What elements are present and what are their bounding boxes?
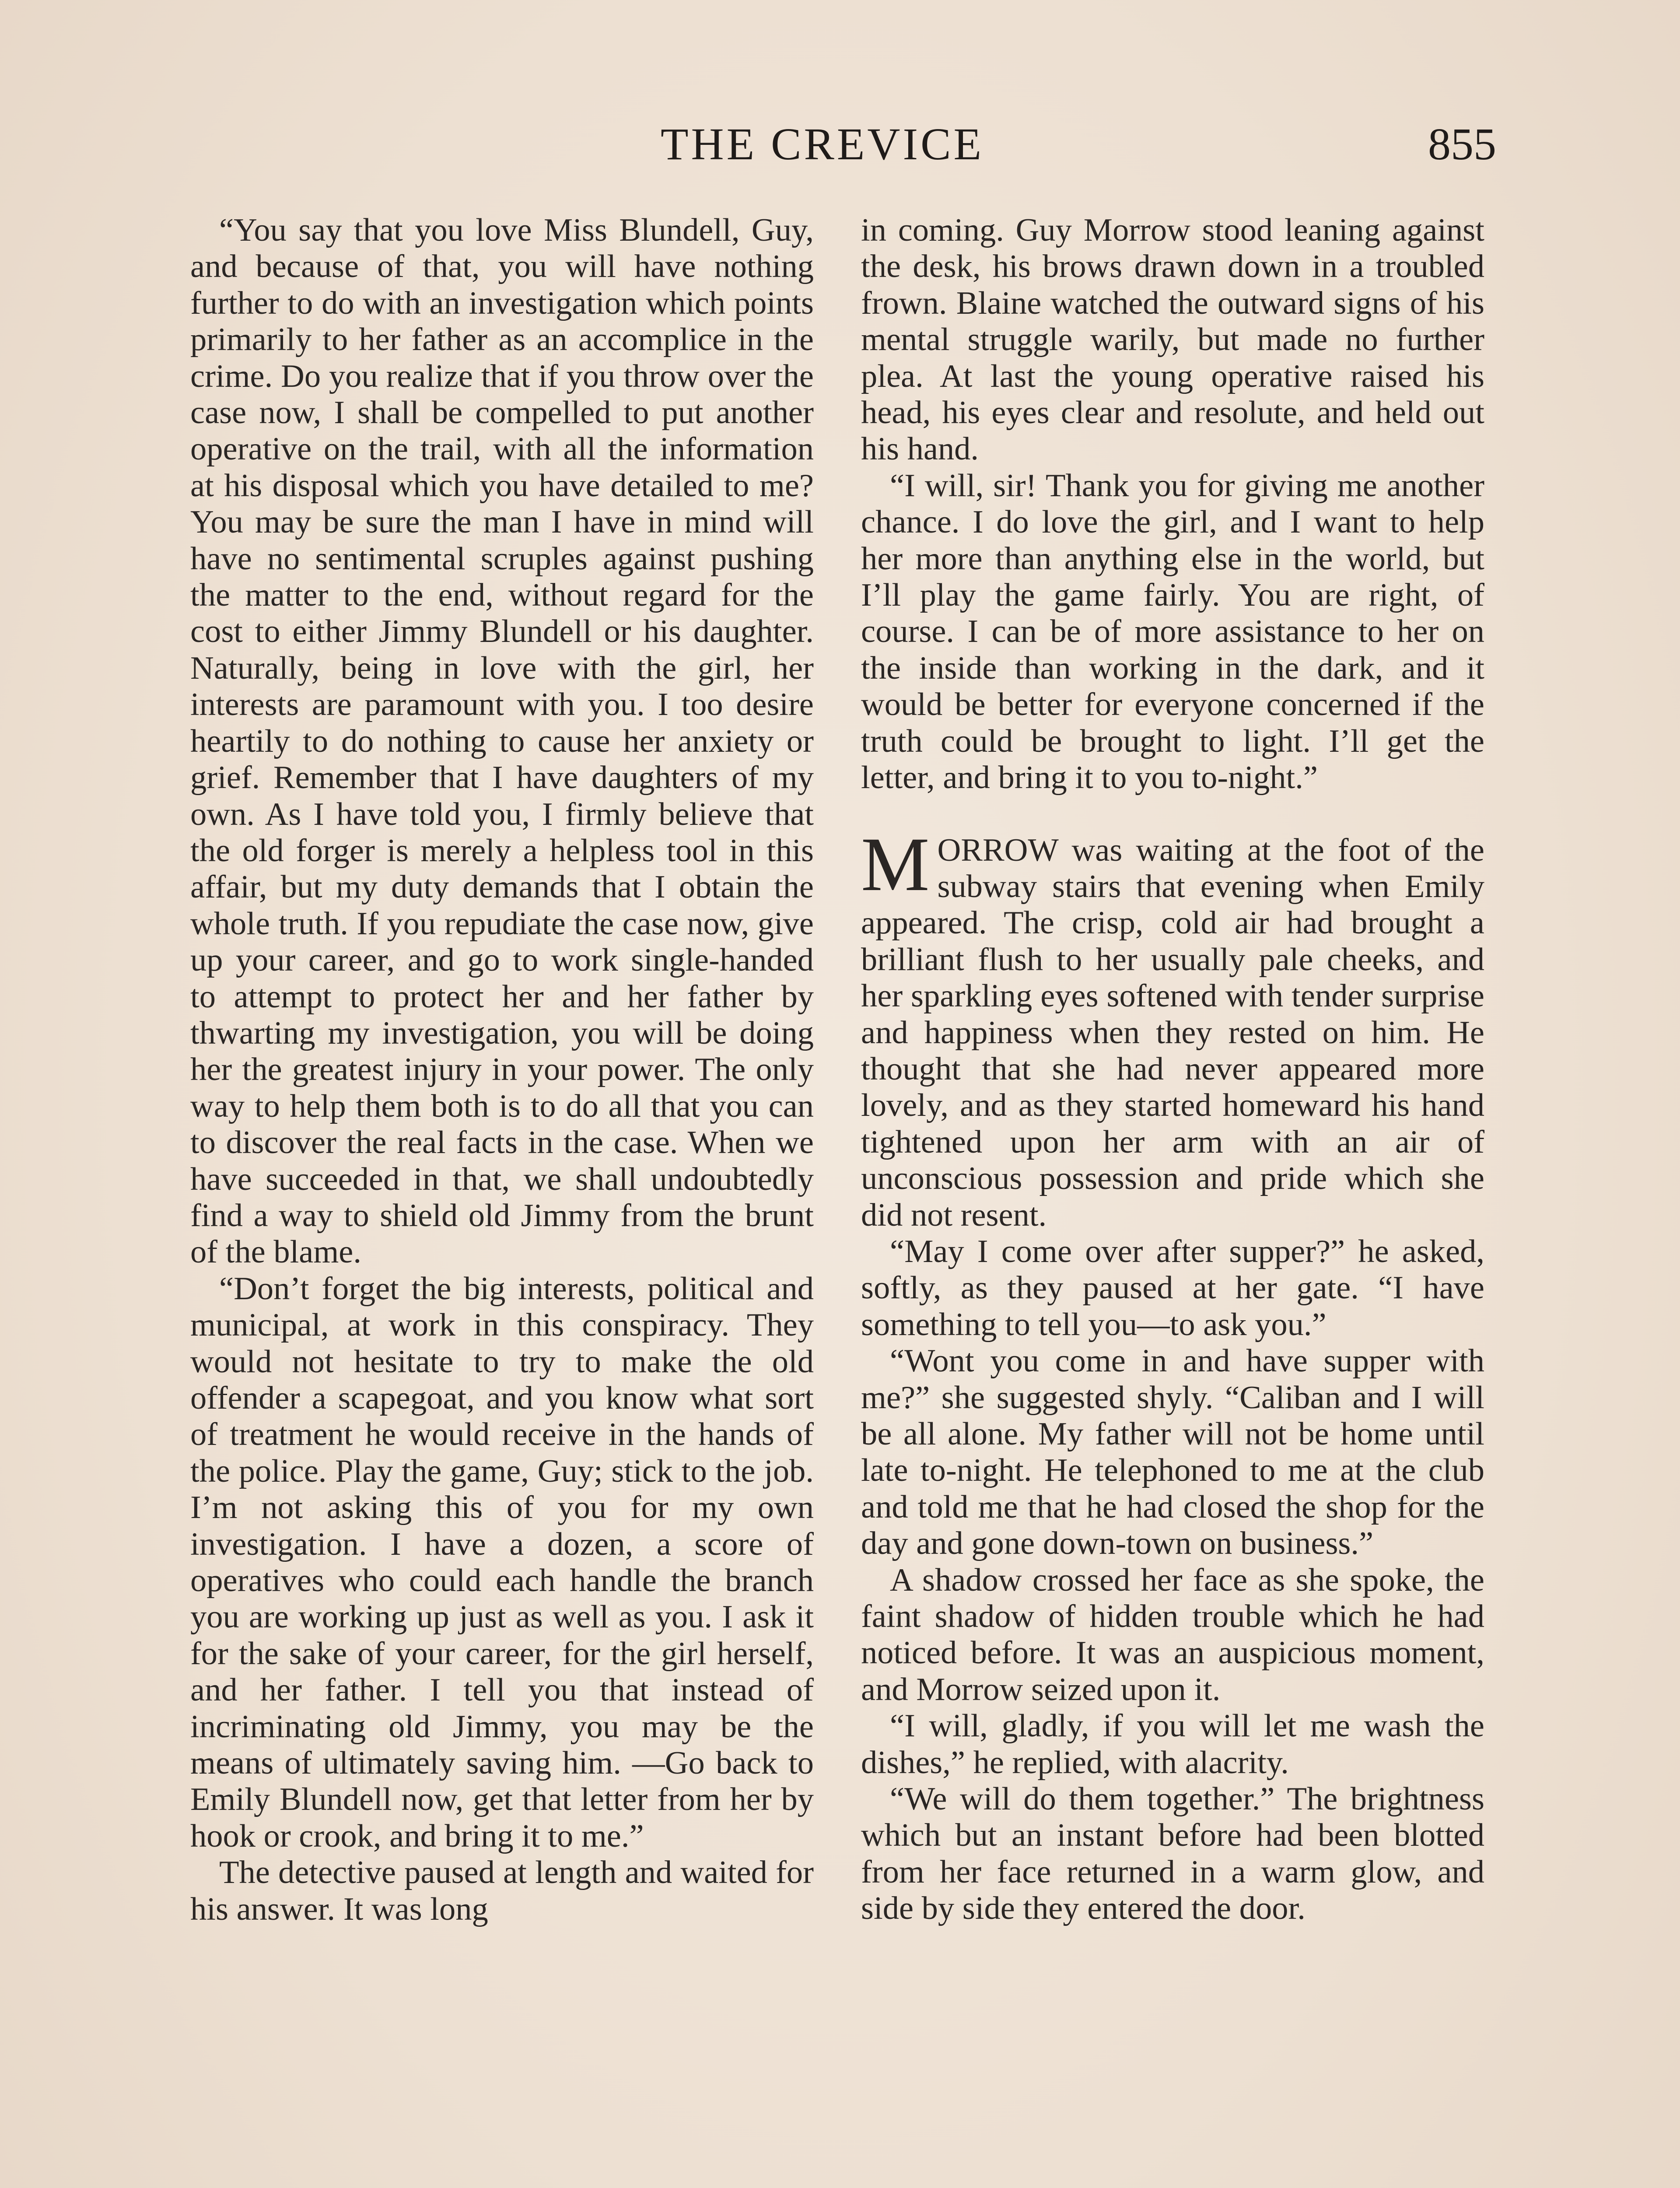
left-column bbox=[190, 212, 814, 1928]
paragraph: “I will, sir! Thank you for giving me another chance. I do love the girl, and I want to help her more than anything else in the world, but I’ll play the game fairly. You are right, of course. I can be of more assistance to her on the inside than working in the dark, and it would be better for everyone concerned if the truth could be brought to light. I’ll get the letter, and bring it to you to-night.” bbox=[861, 467, 1484, 796]
paragraph: “You say that you love Miss Blundell, Guy, and because of that, you will have nothing further to do with an investigation which points primarily to her father as an accomplice in the crime. Do you realize that if you throw over the case now, I shall be compelled to put another operative on the trail, with all the information at his disposal which you have detailed to me? You may be sure the man I have in mind will have no sentimental scruples against pushing the matter to the end, without regard for the cost to either Jimmy Blundell or his daughter. Naturally, being in love with the girl, her interests are paramount with you. I too desire heartily to do nothing to cause her anxiety or grief. Remember that I have daughters of my own. As I have told you, I firmly believe that the old forger is merely a helpless tool in this affair, but my duty demands that I obtain the whole truth. If you repudiate the case now, give up your career, and go to work single-handed to attempt to protect her and her father by thwarting my investigation, you will be doing her the greatest injury in your power. The only way to help them both is to do all that you can to discover the real facts in the case. When we have succeeded in that, we shall undoubtedly find a way to shield old Jimmy from the brunt of the blame. bbox=[190, 212, 814, 1270]
paragraph: “I will, gladly, if you will let me wash the dishes,” he replied, with alacrity. bbox=[861, 1708, 1484, 1781]
drop-cap: M bbox=[861, 821, 930, 907]
paragraph: “Don’t forget the big interests, political and municipal, at work in this conspiracy. They would not hesitate to try to make the old offender a scapegoat, and you know what sort of treatment he would receive in the hands of the police. Play the game, Guy; stick to the job. I’m not asking this of you for my own investigation. I have a dozen, a score of operatives who could each handle the branch you are working up just as well as you. I ask it for the sake of your career, for the girl herself, and her father. I tell you that instead of incriminating old Jimmy, you may be the means of ultimately saving him. —Go back to Emily Blundell now, get that letter from her by hook or crook, and bring it to me.” bbox=[190, 1270, 814, 1854]
running-head bbox=[0, 118, 1680, 175]
paragraph: A shadow crossed her face as she spoke, the faint shadow of hidden trouble which he had noticed before. It was an auspicious moment, and Morrow seized upon it. bbox=[861, 1562, 1484, 1708]
right-column bbox=[861, 212, 1484, 1927]
page-number: 855 bbox=[1428, 119, 1496, 169]
section-opening-paragraph bbox=[861, 821, 1484, 1234]
paragraph: “Wont you come in and have supper with me?” she suggested shyly. “Caliban and I will be all alone. My father will not be home until late to-night. He telephoned to me at the club and told me that he had closed the shop for the day and gone down-town on business.” bbox=[861, 1343, 1484, 1562]
paragraph: “We will do them together.” The brightness which but an instant before had been blotted from her face returned in a warm glow, and side by side they entered the door. bbox=[861, 1781, 1484, 1927]
paragraph: “May I come over after supper?” he asked, softly, as they paused at her gate. “I have something to tell you—to ask you.” bbox=[861, 1233, 1484, 1343]
paragraph: The detective paused at length and waited for his answer. It was long bbox=[190, 1855, 814, 1927]
paragraph-continuation: in coming. Guy Morrow stood leaning against the desk, his brows drawn down in a troubled frown. Blaine watched the outward signs of his mental struggle warily, but made no further plea. At last the young operative raised his head, his eyes clear and resolute, and held out his hand. bbox=[861, 212, 1484, 467]
section-opening-text: ORROW was waiting at the foot of the subway stairs that evening when Emily appeared. The crisp, cold air had brought a brilliant flush to her usually pale cheeks, and her sparkling eyes softened with tender surprise and happiness when they rested on him. He thought that she had never appeared more lovely, and as they started homeward his hand tightened upon her arm with an air of unconscious possession and pride which she did not resent. bbox=[861, 832, 1484, 1233]
page-title: THE CREVICE bbox=[661, 119, 984, 169]
